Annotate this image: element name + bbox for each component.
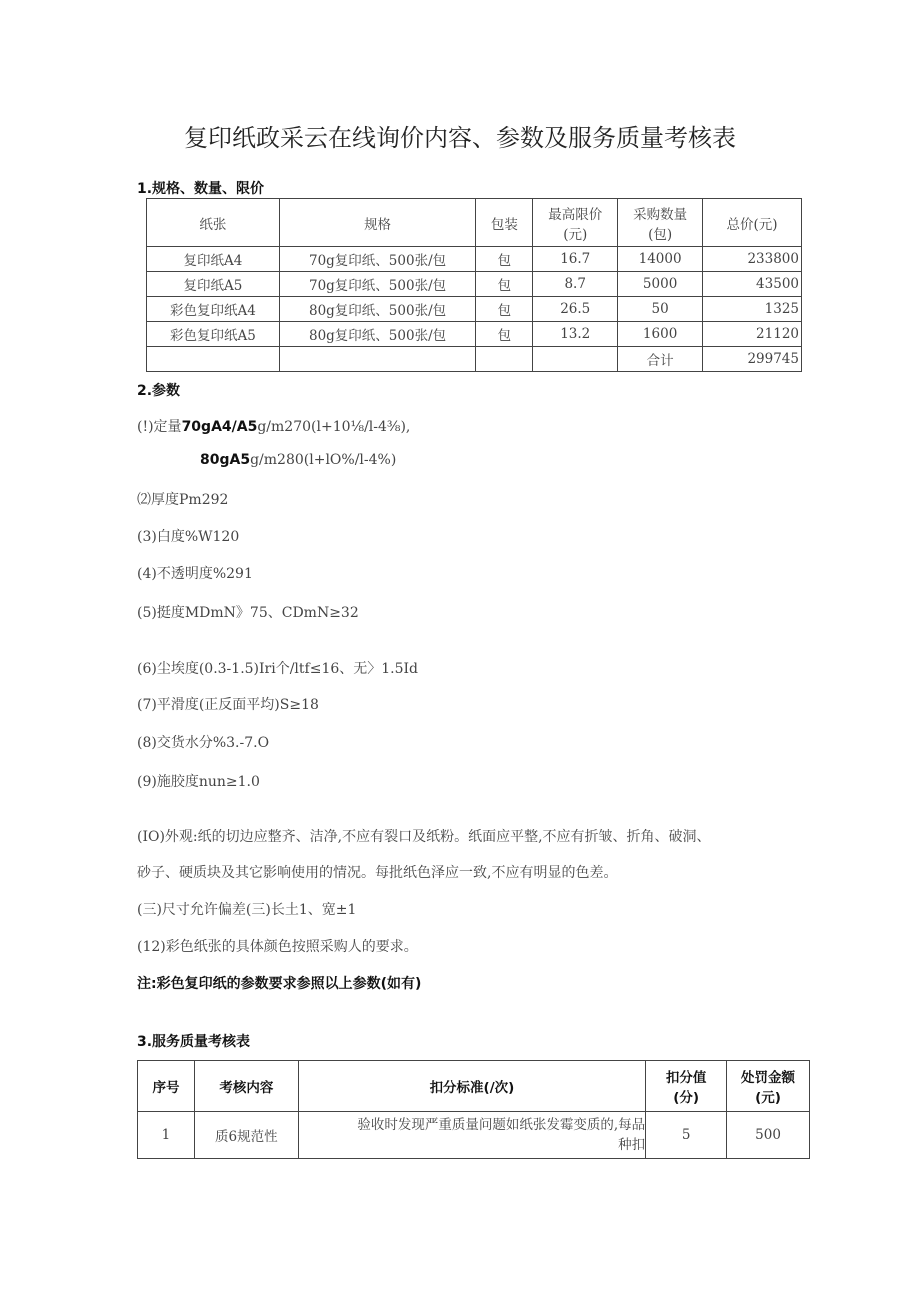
param-line xyxy=(137,416,410,436)
header-cell: 包装 xyxy=(476,199,533,247)
total-label: 合计 xyxy=(618,347,703,372)
header-cell: 序号 xyxy=(138,1061,195,1112)
table-cell: 复印纸A5 xyxy=(147,272,280,297)
table-cell: 8.7 xyxy=(533,272,618,297)
table-cell xyxy=(279,347,476,372)
page-title: 复印纸政采云在线询价内容、参数及服务质量考核表 xyxy=(184,124,736,152)
table-cell xyxy=(147,347,280,372)
table-header-row xyxy=(138,1061,810,1112)
table-cell xyxy=(476,347,533,372)
param-text: (!)定量 xyxy=(137,419,182,435)
param-line: (9)施胶度nun≥1.0 xyxy=(137,774,260,790)
table-cell: 14000 xyxy=(618,247,703,272)
param-text: g/m280(l+lO%/l-4%) xyxy=(250,452,397,468)
param-line: (4)不透明度%291 xyxy=(137,566,253,582)
param-line: (5)挺度MDmN》75、CDmN≥32 xyxy=(137,605,359,621)
table-cell: 彩色复印纸A4 xyxy=(147,297,280,322)
param-line: (6)尘埃度(0.3-1.5)Iri个/ltf≤16、无〉1.5Id xyxy=(137,661,419,677)
table-cell: 质6规范性 xyxy=(194,1112,298,1159)
table-cell: 26.5 xyxy=(533,297,618,322)
param-line: (3)白度%W120 xyxy=(137,529,240,545)
header-cell: 最高限价 (元) xyxy=(533,199,618,247)
table-cell: 50 xyxy=(618,297,703,322)
param-line xyxy=(200,452,396,468)
table-row xyxy=(147,297,802,322)
section1-heading: 1.规格、数量、限价 xyxy=(137,181,265,197)
table-header-row xyxy=(147,199,802,247)
param-line: (8)交货水分%3.-7.O xyxy=(137,735,270,751)
header-cell: 处罚金额 (元) xyxy=(727,1061,810,1112)
table-cell: 5000 xyxy=(618,272,703,297)
table-cell: 1325 xyxy=(703,297,802,322)
table-cell: 包 xyxy=(476,272,533,297)
param-line: (12)彩色纸张的具体颜色按照采购人的要求。 xyxy=(137,939,418,955)
table-cell: 233800 xyxy=(703,247,802,272)
param-bold: 80gA5 xyxy=(200,452,251,468)
table-row xyxy=(147,322,802,347)
param-line: (三)尺寸允许偏差(三)长土1、宽±1 xyxy=(137,902,357,918)
param-line: ⑵厚度Pm292 xyxy=(137,492,229,508)
header-cell: 扣分值 (分) xyxy=(646,1061,727,1112)
table-cell: 70g复印纸、500张/包 xyxy=(279,272,476,297)
table-cell: 13.2 xyxy=(533,322,618,347)
price-table xyxy=(146,198,802,372)
header-cell: 采购数量 (包) xyxy=(618,199,703,247)
table-cell: 1 xyxy=(138,1112,195,1159)
table-cell: 80g复印纸、500张/包 xyxy=(279,297,476,322)
param-line: (IO)外观:纸的切边应整齐、洁净,不应有裂口及纸粉。纸面应平整,不应有折皱、折角、破洞、 xyxy=(137,829,711,845)
note: 注:彩色复印纸的参数要求参照以上参数(如有) xyxy=(137,976,422,992)
table-cell: 包 xyxy=(476,297,533,322)
header-cell: 扣分标准(/次) xyxy=(298,1061,645,1112)
table-cell: 80g复印纸、500张/包 xyxy=(279,322,476,347)
param-line: (7)平滑度(正反面平均)S≥18 xyxy=(137,697,319,713)
table-cell: 500 xyxy=(727,1112,810,1159)
table-cell: 70g复印纸、500张/包 xyxy=(279,247,476,272)
header-cell: 纸张 xyxy=(147,199,280,247)
total-row xyxy=(147,347,802,372)
table-cell: 43500 xyxy=(703,272,802,297)
table-cell: 16.7 xyxy=(533,247,618,272)
header-cell: 总价(元) xyxy=(703,199,802,247)
table-cell: 5 xyxy=(646,1112,727,1159)
table-row xyxy=(138,1112,810,1159)
table-cell: 包 xyxy=(476,247,533,272)
table-cell: 验收时发现严重质量问题如纸张发霉变质的,每品 种扣 xyxy=(298,1112,645,1159)
table-cell: 复印纸A4 xyxy=(147,247,280,272)
param-bold: 70gA4/A5 xyxy=(181,419,258,435)
header-cell: 考核内容 xyxy=(194,1061,298,1112)
table-cell xyxy=(533,347,618,372)
header-cell: 规格 xyxy=(279,199,476,247)
section2-heading: 2.参数 xyxy=(137,383,181,399)
param-text: g/m270(l+10⅛/l-4⅜), xyxy=(257,419,411,435)
table-row xyxy=(147,247,802,272)
section3-heading: 3.服务质量考核表 xyxy=(137,1034,251,1050)
param-line: 砂子、硬质块及其它影响使用的情况。每批纸色泽应一致,不应有明显的色差。 xyxy=(137,865,618,881)
table-cell: 彩色复印纸A5 xyxy=(147,322,280,347)
total-value: 299745 xyxy=(703,347,802,372)
table-row xyxy=(147,272,802,297)
table-cell: 包 xyxy=(476,322,533,347)
table-cell: 21120 xyxy=(703,322,802,347)
service-table xyxy=(137,1060,810,1159)
table-cell: 1600 xyxy=(618,322,703,347)
